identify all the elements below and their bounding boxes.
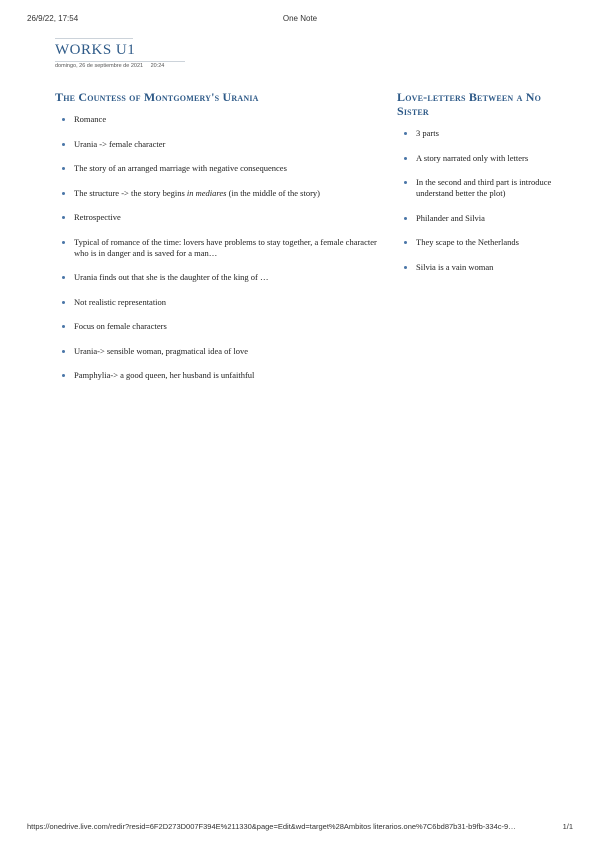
- bullet-icon: [62, 374, 65, 377]
- bullet-icon: [62, 350, 65, 353]
- outline-right: [397, 90, 600, 286]
- list-item[interactable]: [55, 139, 393, 150]
- outline-left: [55, 90, 393, 395]
- bullet-icon: [404, 241, 407, 244]
- bullet-icon: [62, 241, 65, 244]
- list-item-text: 3 parts: [416, 128, 439, 138]
- bullet-icon: [404, 132, 407, 135]
- title-divider-bottom: [55, 61, 185, 62]
- list-item-text: Romance: [74, 114, 107, 124]
- list-item[interactable]: [55, 188, 393, 199]
- list-item[interactable]: [55, 212, 393, 223]
- list-item[interactable]: [55, 114, 393, 125]
- section-heading-line2: Sister: [397, 104, 429, 118]
- list-item[interactable]: [397, 128, 600, 139]
- bullet-icon: [404, 157, 407, 160]
- list-item-text: They scape to the Netherlands: [416, 237, 519, 247]
- list-item-text: Silvia is a vain woman: [416, 261, 494, 272]
- page-date: domingo, 26 de septiembre de 2021: [55, 63, 144, 69]
- print-date: 26/9/22, 17:54: [27, 14, 79, 23]
- list-item-text: A story narrated only with letters: [416, 152, 529, 163]
- list-item-text-post: (in the middle of the story): [226, 187, 320, 198]
- section-heading-urania[interactable]: The Countess of Montgomery's Urania: [55, 90, 259, 104]
- page-title-block: [55, 38, 185, 62]
- page-count: 1/1: [562, 822, 573, 831]
- list-item-text: Philander and Silvia: [416, 212, 485, 223]
- list-item[interactable]: [397, 262, 600, 273]
- bullet-icon: [62, 216, 65, 219]
- bullet-icon: [62, 276, 65, 279]
- list-item[interactable]: [397, 213, 600, 224]
- list-item[interactable]: [55, 163, 393, 174]
- page-title[interactable]: WORKS U1: [55, 42, 136, 58]
- list-item[interactable]: [397, 177, 600, 199]
- list-item[interactable]: [397, 237, 600, 248]
- list-item-text-pre: The structure -> the story begins: [74, 187, 187, 198]
- list-item-text: Not realistic representation: [74, 296, 167, 307]
- print-app-name: One Note: [282, 14, 318, 23]
- bullet-icon: [62, 301, 65, 304]
- list-item[interactable]: [55, 272, 393, 283]
- bullet-icon: [62, 192, 65, 195]
- print-footer: [27, 822, 573, 834]
- bullet-icon: [404, 217, 407, 220]
- page-time: 20:24: [150, 63, 165, 69]
- bullet-icon: [62, 143, 65, 146]
- list-item[interactable]: [55, 237, 393, 259]
- list-item[interactable]: [397, 153, 600, 164]
- print-header: [27, 14, 573, 26]
- list-item[interactable]: [55, 370, 393, 381]
- section-heading-love-letters[interactable]: [397, 90, 600, 118]
- list-item-text: understand better the plot): [416, 188, 506, 198]
- list-item-text: Urania -> female character: [74, 138, 166, 149]
- list-item-emphasis: in mediares: [186, 187, 227, 198]
- list-item-text: Urania-> sensible woman, pragmatical idea of love: [74, 345, 249, 356]
- bullet-list-urania: [55, 114, 393, 381]
- section-heading-line1: Love-letters Between a No: [397, 90, 542, 104]
- bullet-icon: [62, 167, 65, 170]
- footer-url[interactable]: https://onedrive.live.com/redir?resid=6F2D273D007F394E%211330&page=Edit&wd=target%28Ambitos literarios.one%7C6bd87b31-b9fb-334c-9…: [27, 822, 516, 831]
- list-item-text: Typical of romance of the time: lovers have problems to stay together, a female character who is in danger and is saved for a man…: [74, 236, 377, 258]
- list-item-text: Retrospective: [74, 212, 121, 222]
- list-item[interactable]: [55, 297, 393, 308]
- bullet-icon: [62, 118, 65, 121]
- bullet-list-love-letters: [397, 128, 600, 273]
- list-item-text: In the second and third part is introduce: [416, 177, 552, 187]
- list-item[interactable]: [55, 346, 393, 357]
- list-item-text: Urania finds out that she is the daughter of the king of …: [74, 272, 269, 282]
- bullet-icon: [404, 266, 407, 269]
- bullet-icon: [62, 325, 65, 328]
- bullet-icon: [404, 181, 407, 184]
- list-item-text: Focus on female characters: [74, 321, 167, 331]
- title-divider-top: [55, 38, 133, 39]
- list-item[interactable]: [55, 321, 393, 332]
- list-item-text: Pamphylia-> a good queen, her husband is unfaithful: [74, 370, 255, 380]
- page-timestamp: [55, 63, 164, 69]
- list-item-text: The story of an arranged marriage with negative consequences: [74, 163, 287, 173]
